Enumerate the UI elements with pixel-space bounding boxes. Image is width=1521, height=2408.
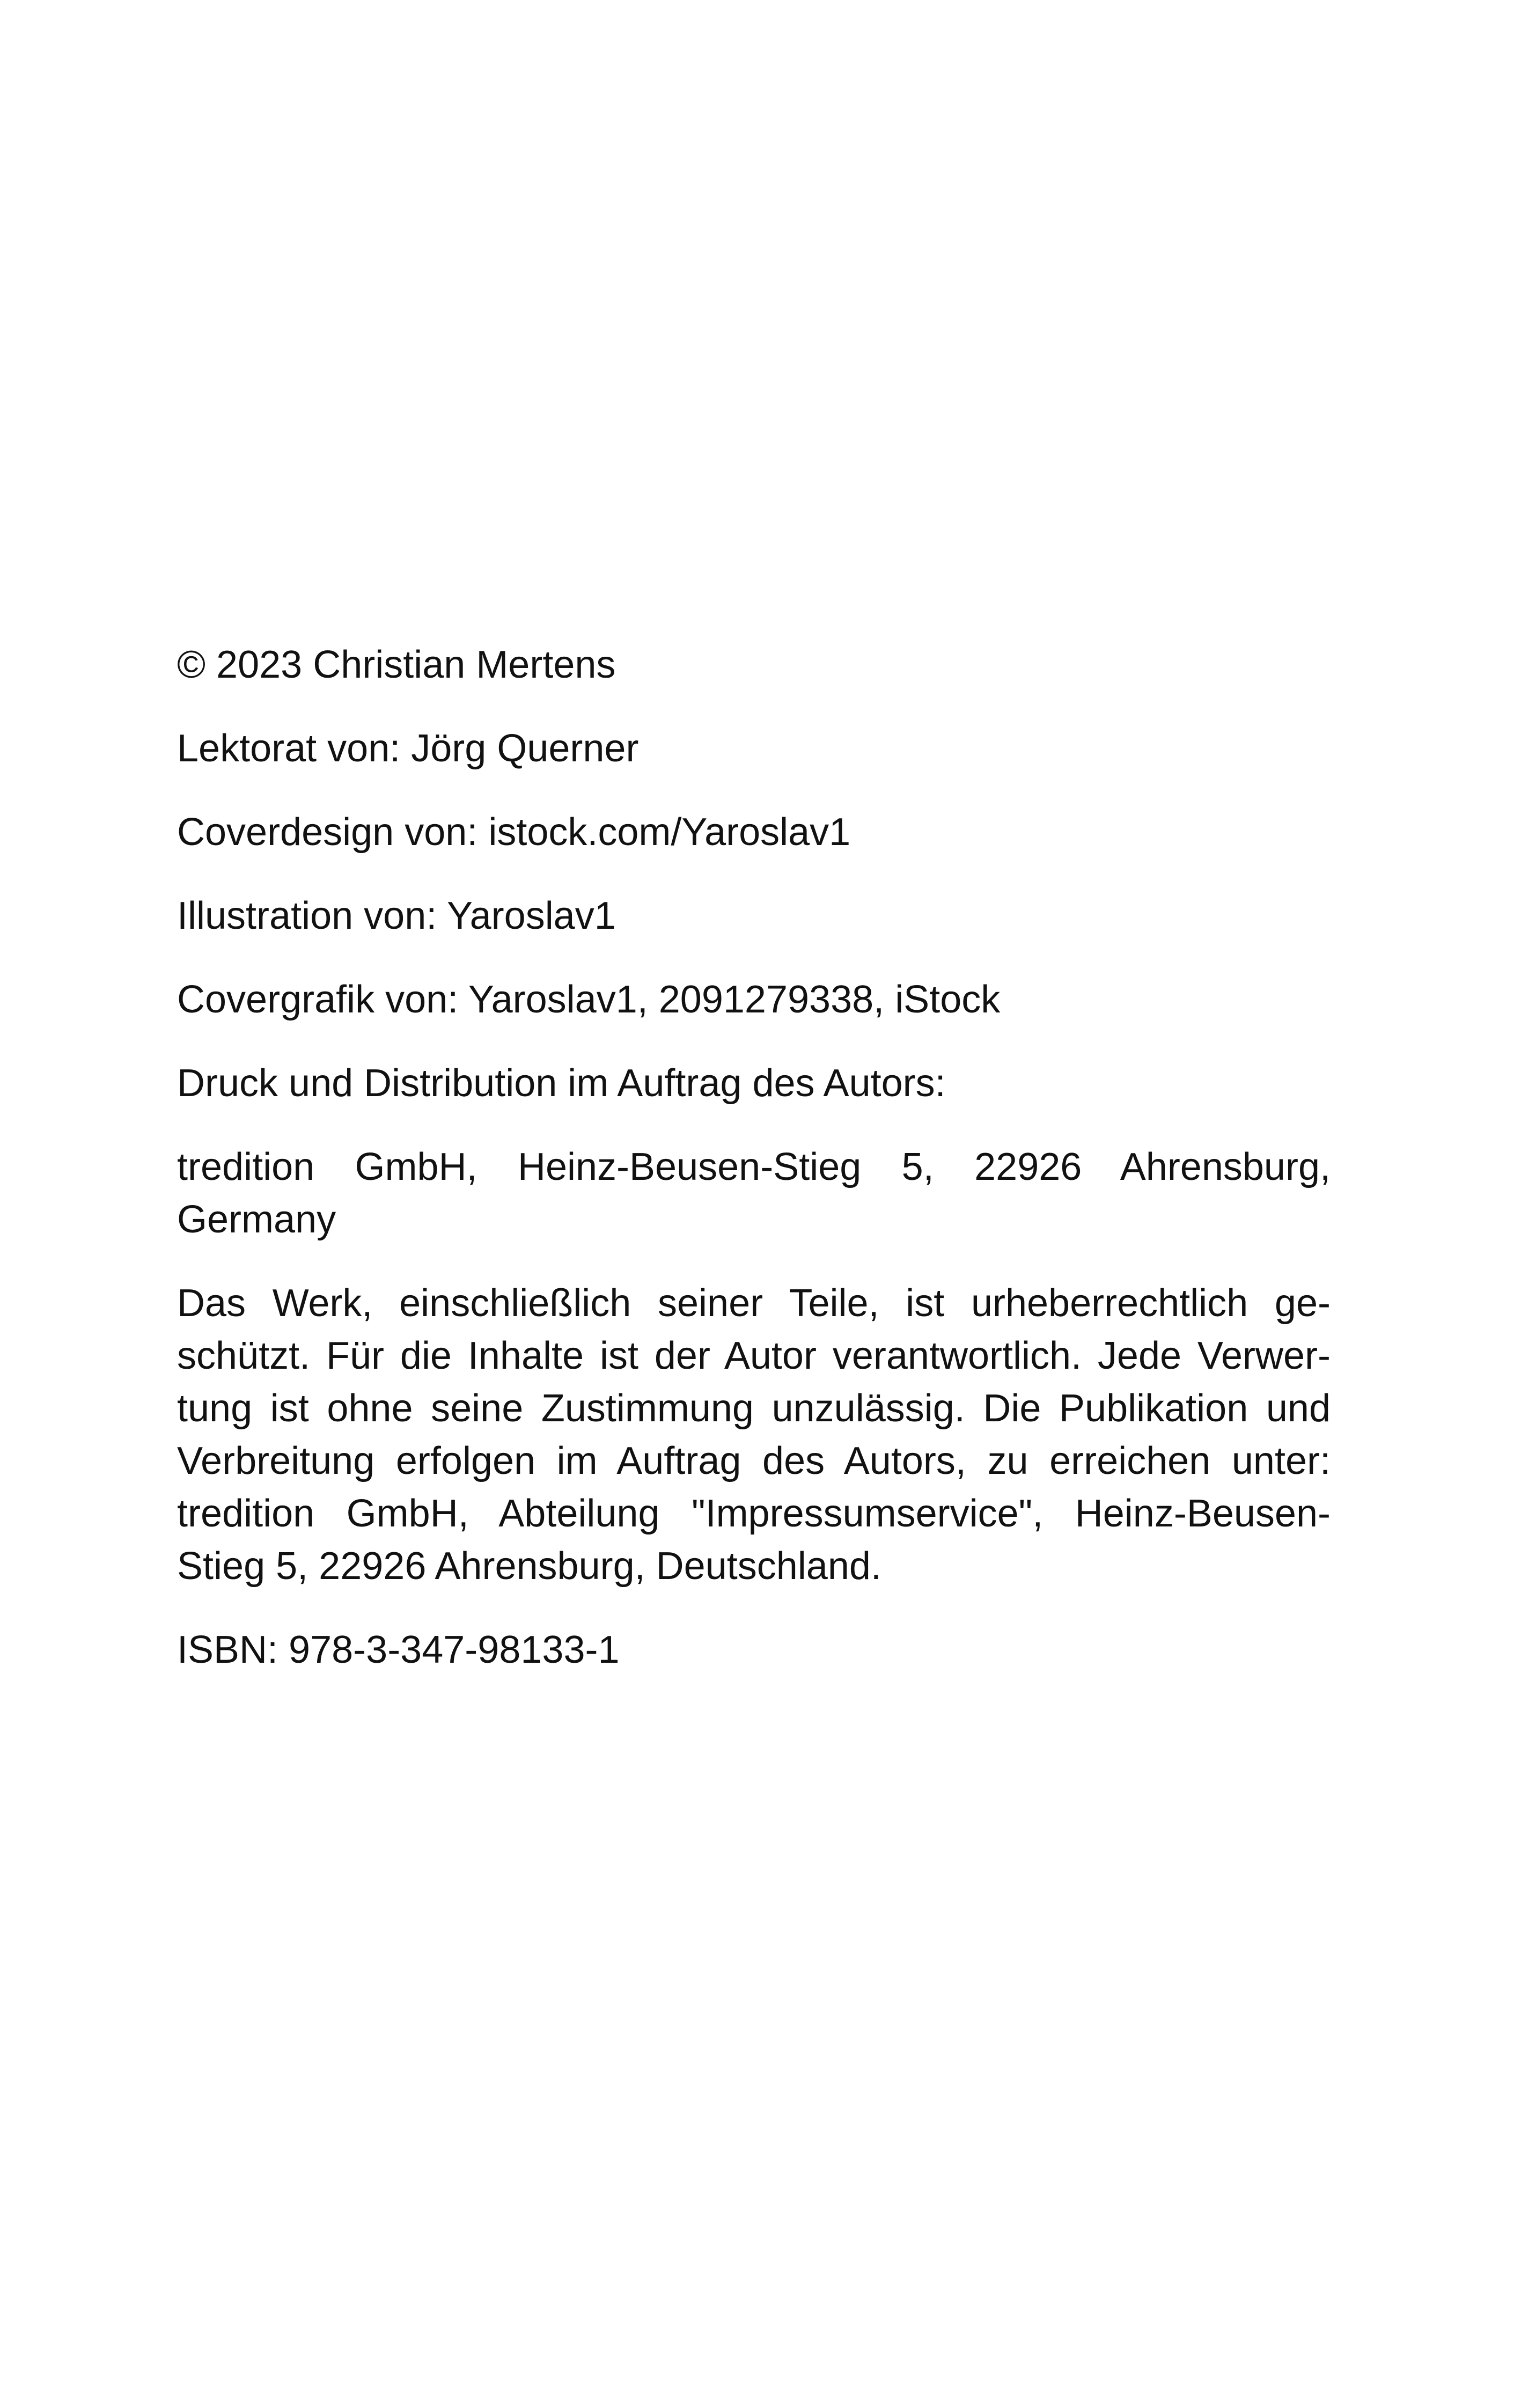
editing-credit: Lektorat von: Jörg Querner (177, 727, 639, 770)
legal-notice: Das Werk, einschließlich seiner Teile, ist urheberrechtlich geschützt. Für die Inhalte ist der Autor verantwortlich. Jede Verwertung ist ohne seine Zustimmung unzulässig. Die Publikation und Verbreitung erfolgen im Auftrag des Autors, zu erreichen unter: tredition GmbH, Abteilung "Impressumservice", Heinz-Beusen-Stieg 5, 22926 Ahrensburg, Deutschland. (177, 1282, 1331, 1588)
isbn-line: ISBN: 978-3-347-98133-1 (177, 1628, 620, 1671)
cover-design-credit: Coverdesign von: istock.com/Yaroslav1 (177, 811, 851, 854)
cover-graphic-credit: Covergrafik von: Yaroslav1, 2091279338, iStock (177, 978, 1001, 1021)
publisher-address: tredition GmbH, Heinz-Beusen-Stieg 5, 22926 Ahrensburg, Germany (177, 1146, 1331, 1241)
imprint-block (177, 638, 1331, 1707)
illustration-credit: Illustration von: Yaroslav1 (177, 894, 616, 937)
print-distribution-line: Druck und Distribution im Auftrag des Autors: (177, 1062, 946, 1105)
copyright-line: © 2023 Christian Mertens (177, 643, 616, 686)
